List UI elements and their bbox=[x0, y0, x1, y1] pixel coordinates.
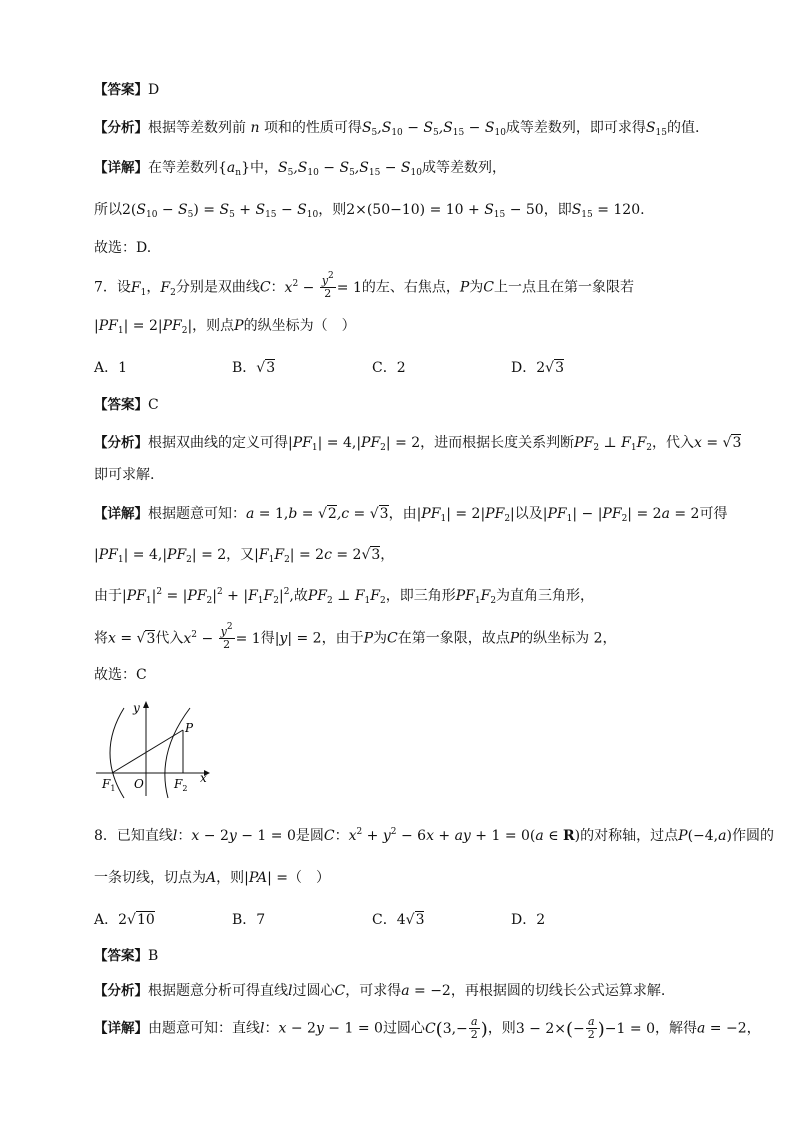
q8-option-a[interactable]: A．2√10 bbox=[94, 912, 155, 928]
q7-conclusion: 故选：C bbox=[94, 667, 147, 683]
hyperbola-figure bbox=[94, 700, 214, 800]
q7-option-d[interactable]: D．2√3 bbox=[511, 360, 564, 376]
q8-analysis-line: 【分析】根据题意分析可得直线l过圆心C，可求得a = −2，再根据圆的切线长公式运算求解. bbox=[94, 983, 666, 999]
point-p-label: P bbox=[185, 721, 194, 735]
f1-label: $F_1$ bbox=[102, 777, 116, 793]
q8-detail-line: 【详解】由题意可知：直线l：x − 2y − 1 = 0过圆心C(3,− $\frac{a}{2}$ )，则3 − 2×(− $\frac{a}{2}$ )−1 = 0，解得a = −2， bbox=[94, 1015, 761, 1041]
q8-answer-line: 【答案】B bbox=[94, 948, 159, 964]
q8-stem-line1: 8．已知直线l：x − 2y − 1 = 0是圆C：$x^2 + y^2 - 6x$ + ay + 1 = 0(a ∈ R)的对称轴，过点P(−4,a)作圆的 bbox=[94, 827, 774, 844]
q7-stem-line1: 7．设$F_1$，$F_2$分别是双曲线C：$x^2$ − $\frac{y^2}{2}$ = 1的左、右焦点，P为C上一点且在第一象限若 bbox=[94, 271, 635, 300]
q7-detail-line4: 将x = √3代入$x^2$ − $\frac{y^2}{2}$ = 1得|y| = 2，由于P为C在第一象限，故点P的纵坐标为 2， bbox=[94, 622, 617, 651]
analysis-label: 【分析】 bbox=[94, 120, 148, 136]
q8-option-b[interactable]: B．7 bbox=[232, 912, 266, 928]
q7-detail-line3: 由于$|PF_1|^2 = |PF_2|^2 + |F_1F_2|^2$,故$PF_2$ ⊥ $F_1F_2$，即三角形$PF_1F_2$为直角三角形， bbox=[94, 587, 595, 606]
q7-option-c[interactable]: C．2 bbox=[372, 360, 406, 376]
q6-analysis-line: 【分析】根据等差数列前 n 项和的性质可得$S_5,S_{10} - S_5,S_{15} - S_{10}$成等差数列，即可求得$S_{15}$的值. bbox=[94, 120, 700, 138]
segment-pf1 bbox=[112, 730, 183, 773]
q6-detail-line2: 所以$2(S_{10} - S_5) = S_5 + S_{15} - S_{10}$，则$2\times(50-10) = 10 + S_{15} - 50$，即$S_{15} = 120$. bbox=[94, 202, 645, 220]
detail-label: 【详解】 bbox=[94, 160, 148, 176]
f2-label: $F_2$ bbox=[174, 777, 188, 793]
q8-answer: B bbox=[148, 948, 159, 964]
q6-conclusion: 故选：D. bbox=[94, 240, 152, 256]
y-axis-arrow-icon bbox=[143, 701, 149, 708]
q8-option-d[interactable]: D．2 bbox=[511, 912, 546, 928]
q6-detail-line: 【详解】在等差数列$\{a_n\}$中，$S_5,S_{10} - S_5,S_{15} - S_{10}$成等差数列， bbox=[94, 160, 506, 178]
q7-answer-line: 【答案】C bbox=[94, 397, 159, 413]
origin-label: O bbox=[134, 777, 144, 791]
q7-detail-line1: 【详解】根据题意可知：a = 1,b = √2,c = √3，由$|PF_1| = 2|PF_2|$以及$|PF_1| - |PF_2| = 2a = 2$可得 bbox=[94, 506, 728, 524]
q7-analysis-line2: 即可求解. bbox=[94, 467, 155, 483]
q8-option-c[interactable]: C．4√3 bbox=[372, 912, 425, 928]
answer-label: 【答案】 bbox=[94, 82, 148, 98]
q7-stem-line2: $|PF_1| = 2|PF_2|$，则点P的纵坐标为（ ） bbox=[94, 318, 356, 336]
q6-answer-line bbox=[94, 80, 159, 100]
q8-stem-line2: 一条切线，切点为A，则|PA| =（ ） bbox=[94, 870, 330, 886]
x-label: x bbox=[200, 771, 207, 785]
q7-option-b[interactable]: B．√3 bbox=[232, 360, 276, 376]
y-label: y bbox=[133, 701, 140, 715]
q7-option-a[interactable]: A．1 bbox=[94, 360, 128, 376]
q6-answer: D bbox=[148, 82, 160, 98]
q7-detail-line2: $|PF_1| = 4,|PF_2| = 2$，又$|F_1F_2| = 2c = 2√3$， bbox=[94, 547, 395, 565]
q7-analysis-line1: 【分析】根据双曲线的定义可得$|PF_1| = 4,|PF_2| = 2$，进而根据长度关系判断$PF_2$ ⊥ $F_1F_2$，代入x = √3 bbox=[94, 435, 742, 453]
math-expr: $S_5,S_{10} - S_5,S_{15} - S_{10}$ bbox=[361, 120, 506, 138]
q7-answer: C bbox=[148, 397, 159, 413]
